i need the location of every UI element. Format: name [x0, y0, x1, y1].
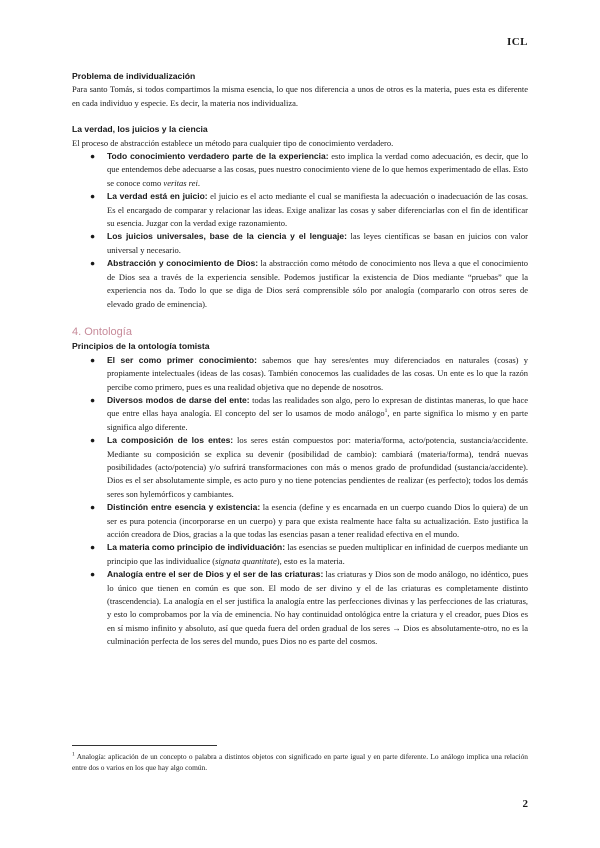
- bullet-icon: ●: [90, 354, 96, 365]
- bullet-icon: ●: [90, 258, 96, 269]
- bullet-icon: ●: [90, 231, 96, 242]
- page-number: 2: [522, 798, 528, 810]
- bullet-icon: ●: [90, 435, 96, 446]
- bullet-icon: ●: [90, 151, 96, 162]
- footnote-text: Analogía: aplicación de un concepto o palabra a distintos objetos con significado en parte igual y en parte diferente. Lo análogo implica una relación entre dos o varios en los que hay algo común.: [72, 752, 528, 772]
- bullet-icon: ●: [90, 502, 96, 513]
- bullet-icon: ●: [90, 394, 96, 405]
- list-item: ● El ser como primer conocimiento: sabemos que hay seres/entes muy diferenciados en naturales (cosas) y propiamente intelectuales (ideas de las cosas). También conocemos las cualidades de las cosas. Un ente es lo que la razón percibe como primero, pues es una realidad objetiva que no depende de nosotros.: [90, 354, 528, 392]
- list-item: ● Abstracción y conocimiento de Dios: la abstracción como método de conocimiento nos lleva a que el conocimiento de Dios sea a través de la experiencia sensible. Podemos justificar la existencia de Dios mediante “pruebas” que la experiencia nos da. Todo lo que se diga de Dios será comprensible sólo por analogía (compararlo con otros seres de elevado grado de eminencia).: [90, 258, 528, 309]
- bullet-icon: ●: [90, 569, 96, 580]
- list-item: ● Los juicios universales, base de la ciencia y el lenguaje: las leyes científicas se basan en juicios con valor universal y necesario.: [90, 231, 528, 255]
- heading-truth: La verdad, los juicios y la ciencia: [72, 124, 208, 135]
- header-mark: ICL: [506, 36, 528, 48]
- bullet-icon: ●: [90, 191, 96, 202]
- footnote: [72, 751, 528, 773]
- footnote-number: 1: [72, 751, 75, 758]
- list-item: ● Diversos modos de darse del ente: todas las realidades son algo, pero lo expresan de distintas maneras, lo que hace que entre ellas haya analogía. El concepto del ser lo usamos de modo análogo$^1$, en parte significa lo mismo y en parte significa algo diferente.: [90, 394, 529, 432]
- list-item: ● Distinción entre esencia y existencia: la esencia (define y es encarnada en un cuerpo cuando Dios lo quiera) de un ser es pura potencia (incorporarse en un cuerpo) y para que exista realmente hace falta su actualización. Esto justifica la acción creadora de Dios, gracias a la que todas las esencias pasan a tener realidad efectiva en el mundo.: [90, 502, 528, 539]
- truth-list: [72, 150, 528, 311]
- list-item: ● Todo conocimiento verdadero parte de la experiencia: esto implica la verdad como adecuación, es decir, que lo que entendemos debe adecuarse a las cosas, pues nuestro conocimiento viene de lo que hemos experimentado de ellas. Esto se conoce como veritas rei.: [90, 151, 528, 188]
- paragraph-individuation: Para santo Tomás, si todos compartimos la misma esencia, lo que nos diferencia a unos de otros es la materia, pues esta es diferente en cada individuo y especie. Es decir, la materia nos individualiza.: [72, 84, 528, 108]
- heading-individuation: Problema de individualización: [72, 71, 196, 81]
- paragraph-truth-intro: El proceso de abstracción establece un método para cualquier tipo de conocimiento verdadero.: [72, 137, 394, 148]
- list-item: ● La composición de los entes: los seres están compuestos por: materia/forma, acto/potencia, sustancia/accidente. Mediante su composición se explica su devenir (posibilidad de cambio): cambiará (materia/forma), tendrá nuevas posibilidades (acto/potencia) y/o sufrirá transformaciones con más o menos grado de profundidad (sustancia/accidente). Dios es el ser absolutamente simple, es acto puro y no tiene potencias pendientes de realizar (es perfecto); todos los demás seres son hylemórficos y cambiantes.: [90, 435, 528, 499]
- list-item: ● Analogía entre el ser de Dios y el ser de las criaturas: las criaturas y Dios son de modo análogo, no idéntico, pues lo único que tienen en común es que son. El modo de ser divino y el de las criaturas es completamente distinto (trascendencia). La analogía en el ser justifica la analogía entre las perfecciones divinas y las perfecciones de las criaturas, y esto lo comprobamos por la vía de eminencia. No hay continuidad ontológica entre la criatura y el creador, pues Dios es en sí mismo infinito y absoluto, así que queda fuera del orden gradual de los seres → Dios es absolutamente-otro, no es la culminación perfecta de los seres del mundo, pues Dios no es parte del cosmos.: [90, 569, 528, 647]
- heading-ontology: Principios de la ontología tomista: [72, 341, 210, 352]
- ontology-list: [72, 354, 528, 649]
- bullet-icon: ●: [90, 542, 96, 553]
- footnote-divider: [72, 745, 217, 746]
- list-item: ● La materia como principio de individuación: las esencias se pueden multiplicar en infinidad de cuerpos mediante un principio que las individualice (signata quantitate), esto es la materia.: [90, 542, 528, 566]
- list-item: ● La verdad está en juicio: el juicio es el acto mediante el cual se manifiesta la adecuación o inadecuación de las cosas. Es el encargado de comparar y relacionar las ideas. Exige analizar las cosas y saber diferenciarlas con el fin de identificar su esencia. Juzgar con la verdad exige razonamiento.: [90, 191, 528, 229]
- page-content: [72, 70, 528, 649]
- section-title-ontology: 4. Ontología: [72, 325, 132, 338]
- footnote-ref[interactable]: 1: [384, 408, 388, 415]
